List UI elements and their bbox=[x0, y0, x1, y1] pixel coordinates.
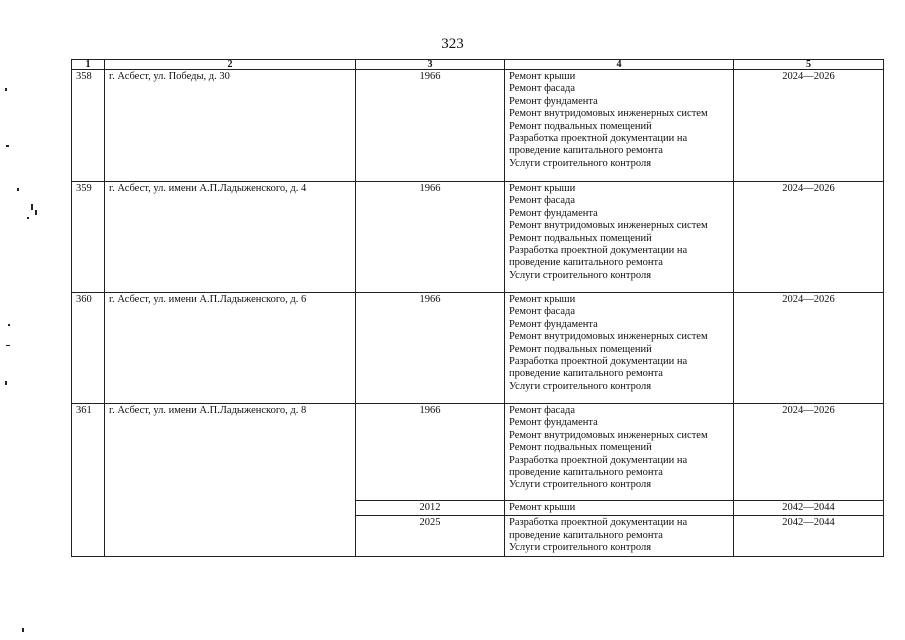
year-cell: 1966 bbox=[356, 182, 505, 293]
column-header: 1 bbox=[72, 60, 105, 70]
work-item: Разработка проектной документации на bbox=[509, 356, 688, 368]
row-number: 360 bbox=[72, 293, 105, 404]
works-cell bbox=[505, 404, 734, 501]
scan-speck bbox=[31, 204, 33, 210]
work-item: проведение капитального ремонта bbox=[509, 368, 663, 380]
column-header: 2 bbox=[105, 60, 356, 70]
work-item: Ремонт фасада bbox=[509, 83, 576, 95]
work-item: Ремонт фундамента bbox=[509, 417, 598, 429]
scan-speck bbox=[6, 345, 10, 346]
work-item: Ремонт фасада bbox=[509, 195, 576, 207]
work-item: Ремонт подвальных помещений bbox=[509, 343, 652, 355]
works-cell bbox=[505, 182, 734, 293]
table-row bbox=[72, 293, 884, 404]
works-cell bbox=[505, 501, 734, 516]
work-item: Разработка проектной документации на bbox=[509, 133, 688, 145]
address-cell: г. Асбест, ул. имени А.П.Ладыженского, д. 6 bbox=[105, 293, 356, 404]
address-cell: г. Асбест, ул. имени А.П.Ладыженского, д. 4 bbox=[105, 182, 356, 293]
year-cell: 1966 bbox=[356, 70, 505, 182]
row-number: 359 bbox=[72, 182, 105, 293]
period-cell: 2024—2026 bbox=[734, 404, 884, 501]
work-item: Ремонт внутридомовых инженерных систем bbox=[509, 220, 708, 232]
work-item: Услуги строительного контроля bbox=[509, 380, 652, 392]
work-item: Ремонт внутридомовых инженерных систем bbox=[509, 429, 708, 441]
scan-speck bbox=[8, 324, 10, 326]
table-row bbox=[72, 70, 884, 182]
work-item: Услуги строительного контроля bbox=[509, 269, 652, 281]
year-cell: 1966 bbox=[356, 293, 505, 404]
scan-speck bbox=[5, 381, 7, 385]
period-cell: 2024—2026 bbox=[734, 70, 884, 182]
work-item: Услуги строительного контроля bbox=[509, 479, 652, 491]
scan-speck bbox=[35, 210, 37, 215]
work-item: Ремонт фасада bbox=[509, 306, 576, 318]
work-item: Ремонт крыши bbox=[509, 183, 576, 194]
work-item: Ремонт крыши bbox=[509, 502, 576, 513]
scan-speck bbox=[27, 217, 29, 219]
works-cell bbox=[505, 70, 734, 182]
scan-speck bbox=[5, 88, 7, 91]
work-item: Услуги строительного контроля bbox=[509, 157, 652, 169]
table-row bbox=[72, 182, 884, 293]
column-header: 5 bbox=[734, 60, 884, 70]
work-item: Разработка проектной документации на bbox=[509, 454, 688, 466]
work-item: Ремонт внутридомовых инженерных систем bbox=[509, 331, 708, 343]
row-number: 361 bbox=[72, 404, 105, 557]
work-item: Ремонт фундамента bbox=[509, 95, 598, 107]
year-cell: 1966 bbox=[356, 404, 505, 501]
table-row bbox=[72, 404, 884, 501]
work-item: проведение капитального ремонта bbox=[509, 467, 663, 479]
column-header: 4 bbox=[505, 60, 734, 70]
period-cell: 2042—2044 bbox=[734, 516, 884, 557]
work-item: Ремонт крыши bbox=[509, 294, 576, 305]
work-item: Разработка проектной документации на bbox=[509, 517, 688, 529]
year-cell: 2025 bbox=[356, 516, 505, 557]
repair-schedule-table bbox=[71, 59, 884, 557]
page-number: 323 bbox=[441, 36, 464, 52]
work-item: Ремонт фундамента bbox=[509, 318, 598, 330]
work-item: Ремонт подвальных помещений bbox=[509, 120, 652, 132]
work-item: проведение капитального ремонта bbox=[509, 529, 663, 541]
work-item: Услуги строительного контроля bbox=[509, 542, 652, 554]
work-item: Ремонт фасада bbox=[509, 405, 576, 416]
address-cell: г. Асбест, ул. Победы, д. 30 bbox=[105, 70, 356, 182]
column-header: 3 bbox=[356, 60, 505, 70]
work-item: Ремонт подвальных помещений bbox=[509, 232, 652, 244]
period-cell: 2024—2026 bbox=[734, 293, 884, 404]
period-cell: 2024—2026 bbox=[734, 182, 884, 293]
work-item: Ремонт крыши bbox=[509, 71, 576, 82]
works-cell bbox=[505, 516, 734, 557]
work-item: проведение капитального ремонта bbox=[509, 145, 663, 157]
scan-speck bbox=[17, 188, 19, 191]
work-item: Ремонт фундамента bbox=[509, 207, 598, 219]
work-item: Ремонт внутридомовых инженерных систем bbox=[509, 108, 708, 120]
works-cell bbox=[505, 293, 734, 404]
work-item: Ремонт подвальных помещений bbox=[509, 442, 652, 454]
work-item: Разработка проектной документации на bbox=[509, 245, 688, 257]
scan-speck bbox=[6, 145, 9, 147]
scan-speck bbox=[22, 628, 24, 632]
work-item: проведение капитального ремонта bbox=[509, 257, 663, 269]
row-number: 358 bbox=[72, 70, 105, 182]
period-cell: 2042—2044 bbox=[734, 501, 884, 516]
table-header-row bbox=[72, 60, 884, 70]
address-cell: г. Асбест, ул. имени А.П.Ладыженского, д. 8 bbox=[105, 404, 356, 557]
year-cell: 2012 bbox=[356, 501, 505, 516]
